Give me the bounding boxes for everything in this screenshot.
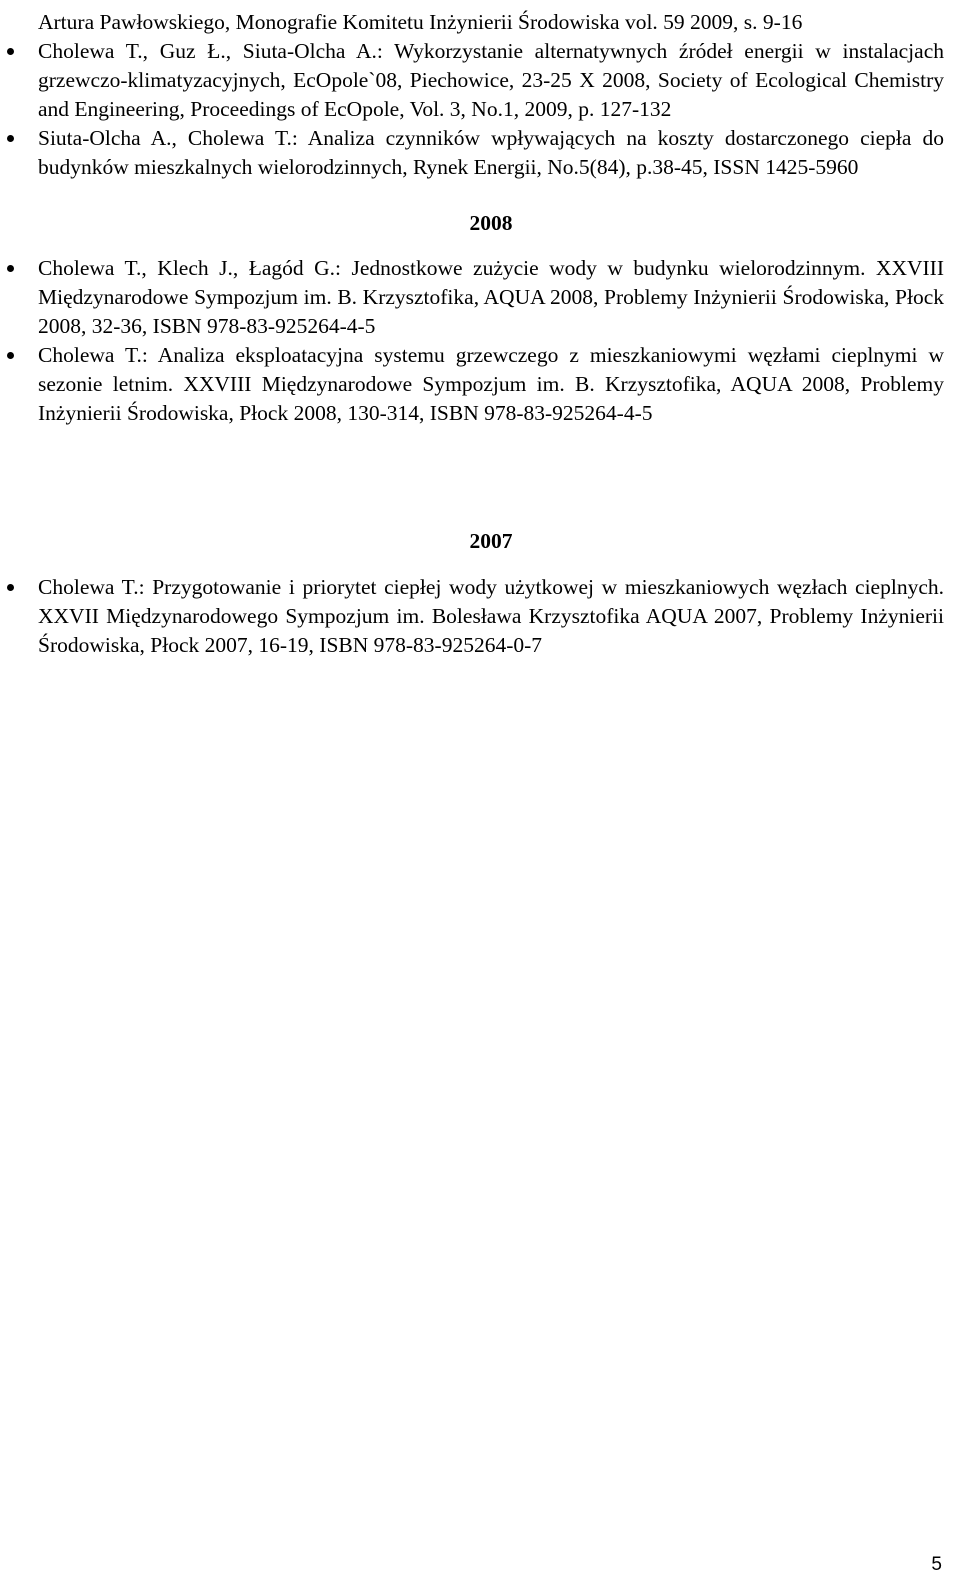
bullet-icon bbox=[7, 135, 14, 142]
reference-list-2007 bbox=[38, 573, 944, 660]
bullet-icon bbox=[7, 584, 14, 591]
reference-item bbox=[38, 573, 944, 660]
year-heading-2007: 2007 bbox=[469, 529, 513, 553]
reference-text: Cholewa T., Klech J., Łagód G.: Jednostkowe zużycie wody w budynku wielorodzinnym. XXVIII Międzynarodowe Sympozjum im. B. Krzysztofika, AQUA 2008, Problemy Inżynierii Środowiska, Płock 2008, 32-36, ISBN 978-83-925264-4-5 bbox=[38, 256, 944, 338]
reference-list-2008 bbox=[38, 254, 944, 428]
reference-item bbox=[38, 37, 944, 124]
bullet-icon bbox=[7, 48, 14, 55]
reference-text: Cholewa T.: Analiza eksploatacyjna systemu grzewczego z mieszkaniowymi węzłami cieplnymi w sezonie letnim. XXVIII Międzynarodowe Sympozjum im. B. Krzysztofika, AQUA 2008, Problemy Inżynierii Środowiska, Płock 2008, 130-314, ISBN 978-83-925264-4-5 bbox=[38, 343, 944, 425]
reference-text: Cholewa T., Guz Ł., Siuta-Olcha A.: Wykorzystanie alternatywnych źródeł energii w instalacjach grzewczo-klimatyzacyjnych, EcOpole`08, Piechowice, 23-25 X 2008, Society of Ecological Chemistry and Engineering, Proceedings of EcOpole, Vol. 3, No.1, 2009, p. 127-132 bbox=[38, 39, 944, 121]
bullet-icon bbox=[7, 265, 14, 272]
reference-item bbox=[38, 124, 944, 182]
reference-item bbox=[38, 254, 944, 341]
page-number: 5 bbox=[931, 1554, 942, 1575]
reference-text: Cholewa T.: Przygotowanie i priorytet ciepłej wody użytkowej w mieszkaniowych węzłach cieplnych. XXVII Międzynarodowego Sympozjum im. Bolesława Krzysztofika AQUA 2007, Problemy Inżynierii Środowiska, Płock 2007, 16-19, ISBN 978-83-925264-0-7 bbox=[38, 575, 944, 657]
bullet-icon bbox=[7, 352, 14, 359]
reference-item bbox=[38, 341, 944, 428]
reference-text: Siuta-Olcha A., Cholewa T.: Analiza czynników wpływających na koszty dostarczonego ciepła do budynków mieszkalnych wielorodzinnych, Rynek Energii, No.5(84), p.38-45, ISSN 1425-5960 bbox=[38, 126, 944, 179]
reference-continuation: Artura Pawłowskiego, Monografie Komitetu Inżynierii Środowiska vol. 59 2009, s. 9-16 bbox=[38, 10, 803, 34]
year-heading-2008: 2008 bbox=[469, 211, 513, 235]
reference-list-2009 bbox=[38, 37, 944, 182]
document-page bbox=[38, 0, 944, 660]
